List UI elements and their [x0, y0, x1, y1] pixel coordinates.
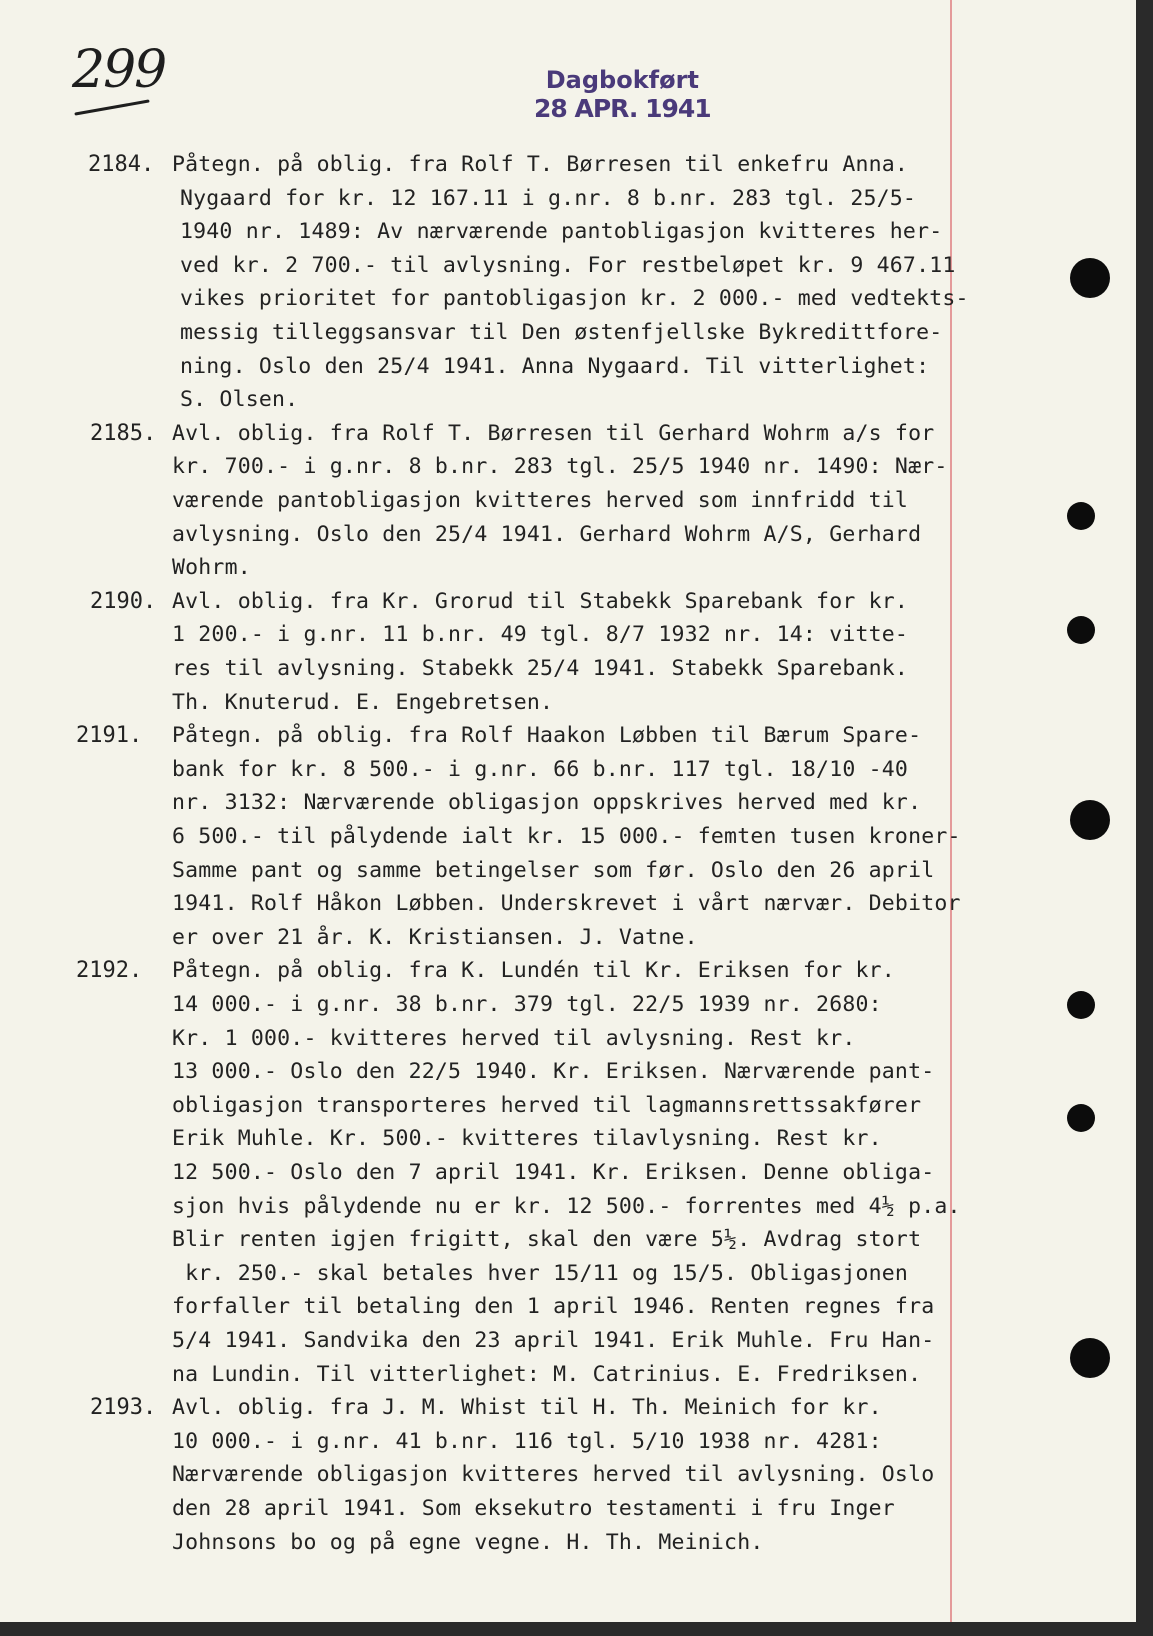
entry-line: Avl. oblig. fra Kr. Grorud til Stabekk Sparebank for kr. [172, 588, 909, 614]
entry-line: er over 21 år. K. Kristiansen. J. Vatne. [172, 924, 698, 950]
entry-line: Nygaard for kr. 12 167.11 i g.nr. 8 b.nr. 283 tgl. 25/5- [180, 185, 917, 211]
entry-line: Th. Knuterud. E. Engebretsen. [172, 689, 554, 715]
punch-hole [1067, 502, 1095, 530]
entry-line: messig tilleggsansvar til Den østenfjellske Bykredittfore- [180, 320, 943, 345]
punch-hole [1070, 258, 1110, 298]
entry-line: Avl. oblig. fra Rolf T. Børresen til Gerhard Wohrm a/s for [172, 420, 935, 446]
punch-hole [1070, 1338, 1110, 1378]
entry-line: na Lundin. Til vitterlighet: M. Catrinius. E. Fredriksen. [172, 1361, 922, 1387]
date-stamp [534, 66, 711, 123]
punch-hole [1070, 800, 1110, 840]
entry-line: 13 000.- Oslo den 22/5 1940. Kr. Eriksen. Nærværende pant- [172, 1059, 935, 1085]
entry-line: Samme pant og samme betingelser som før. Oslo den 26 april [172, 857, 935, 883]
stamp-date: 28 APR. 1941 [534, 94, 711, 123]
entry-line: Kr. 1 000.- kvitteres herved til avlysning. Rest kr. [172, 1025, 856, 1051]
entry-line: forfaller til betaling den 1 april 1946. Renten regnes fra [172, 1294, 935, 1320]
entry-number: 2192. [76, 958, 143, 984]
entry-line: bank for kr. 8 500.- i g.nr. 66 b.nr. 117 tgl. 18/10 -40 [172, 756, 909, 782]
entry-line: vikes prioritet for pantobligasjon kr. 2 000.- med vedtekts- [180, 286, 969, 312]
entry-line: den 28 april 1941. Som eksekutro testamenti i fru Inger [172, 1496, 895, 1521]
entry-line: nr. 3132: Nærværende obligasjon oppskrives herved med kr. [172, 790, 922, 816]
entry-line: værende pantobligasjon kvitteres herved som innfridd til [172, 488, 909, 513]
entry-line: kr. 700.- i g.nr. 8 b.nr. 283 tgl. 25/5 1940 nr. 1490: Nær- [172, 454, 948, 480]
entry-line: Erik Muhle. Kr. 500.- kvitteres tilavlysning. Rest kr. [172, 1126, 882, 1152]
entry-line: Blir renten igjen frigitt, skal den være 5½. Avdrag stort [172, 1227, 922, 1253]
entry-line: Påtegn. på oblig. fra Rolf T. Børresen til enkefru Anna. [172, 152, 909, 177]
entry-number: 2185. [90, 420, 157, 446]
entry-line: ved kr. 2 700.- til avlysning. For restbeløpet kr. 9 467.11 [180, 252, 956, 278]
entry-line: 5/4 1941. Sandvika den 23 april 1941. Erik Muhle. Fru Han- [172, 1328, 935, 1353]
entry-line: 6 500.- til pålydende ialt kr. 15 000.- femten tusen kroner- [172, 824, 961, 849]
entry-line: obligasjon transporteres herved til lagmannsrettssakfører [172, 1092, 922, 1118]
entry-line: sjon hvis pålydende nu er kr. 12 500.- forrentes med 4½ p.a. [172, 1193, 961, 1219]
entry-line: 1941. Rolf Håkon Løbben. Underskrevet i vårt nærvær. Debitor [172, 891, 961, 917]
entry-line: Nærværende obligasjon kvitteres herved til avlysning. Oslo [172, 1462, 935, 1488]
entry-line: 1940 nr. 1489: Av nærværende pantobligasjon kvitteres her- [180, 219, 943, 245]
entry-number: 2191. [76, 723, 143, 749]
entry-number: 2190. [90, 588, 157, 614]
stamp-title: Dagbokført [545, 66, 699, 94]
entry-line: Påtegn. på oblig. fra K. Lundén til Kr. Eriksen for kr. [172, 958, 895, 984]
entry-line: Påtegn. på oblig. fra Rolf Haakon Løbben til Bærum Spare- [172, 723, 922, 749]
entry-line: 1 200.- i g.nr. 11 b.nr. 49 tgl. 8/7 1932 nr. 14: vitte- [172, 622, 909, 648]
entry-line: Avl. oblig. fra J. M. Whist til H. Th. Meinich for kr. [172, 1395, 882, 1421]
entry-line: res til avlysning. Stabekk 25/4 1941. Stabekk Sparebank. [172, 656, 909, 681]
entry-line: 14 000.- i g.nr. 38 b.nr. 379 tgl. 22/5 1939 nr. 2680: [172, 992, 882, 1017]
punch-hole [1067, 616, 1095, 644]
margin-line [950, 0, 952, 1622]
entry-number: 2193. [90, 1395, 157, 1421]
page-number-underline [74, 99, 149, 115]
entry-line: S. Olsen. [180, 387, 299, 413]
entry-line: kr. 250.- skal betales hver 15/11 og 15/5. Obligasjonen [172, 1260, 909, 1286]
entry-number: 2184. [88, 152, 155, 177]
entry-line: Johnsons bo og på egne vegne. H. Th. Meinich. [172, 1529, 764, 1555]
punch-hole [1067, 991, 1095, 1019]
entry-line: 12 500.- Oslo den 7 april 1941. Kr. Eriksen. Denne obliga- [172, 1160, 935, 1185]
entry-line: ning. Oslo den 25/4 1941. Anna Nygaard. Til vitterlighet: [180, 353, 930, 379]
entry-line: Wohrm. [172, 555, 251, 581]
entry-line: avlysning. Oslo den 25/4 1941. Gerhard Wohrm A/S, Gerhard [172, 521, 922, 547]
entry-line: 10 000.- i g.nr. 41 b.nr. 116 tgl. 5/10 1938 nr. 4281: [172, 1428, 882, 1454]
page-number: 299 [72, 40, 166, 100]
punch-hole [1067, 1104, 1095, 1132]
